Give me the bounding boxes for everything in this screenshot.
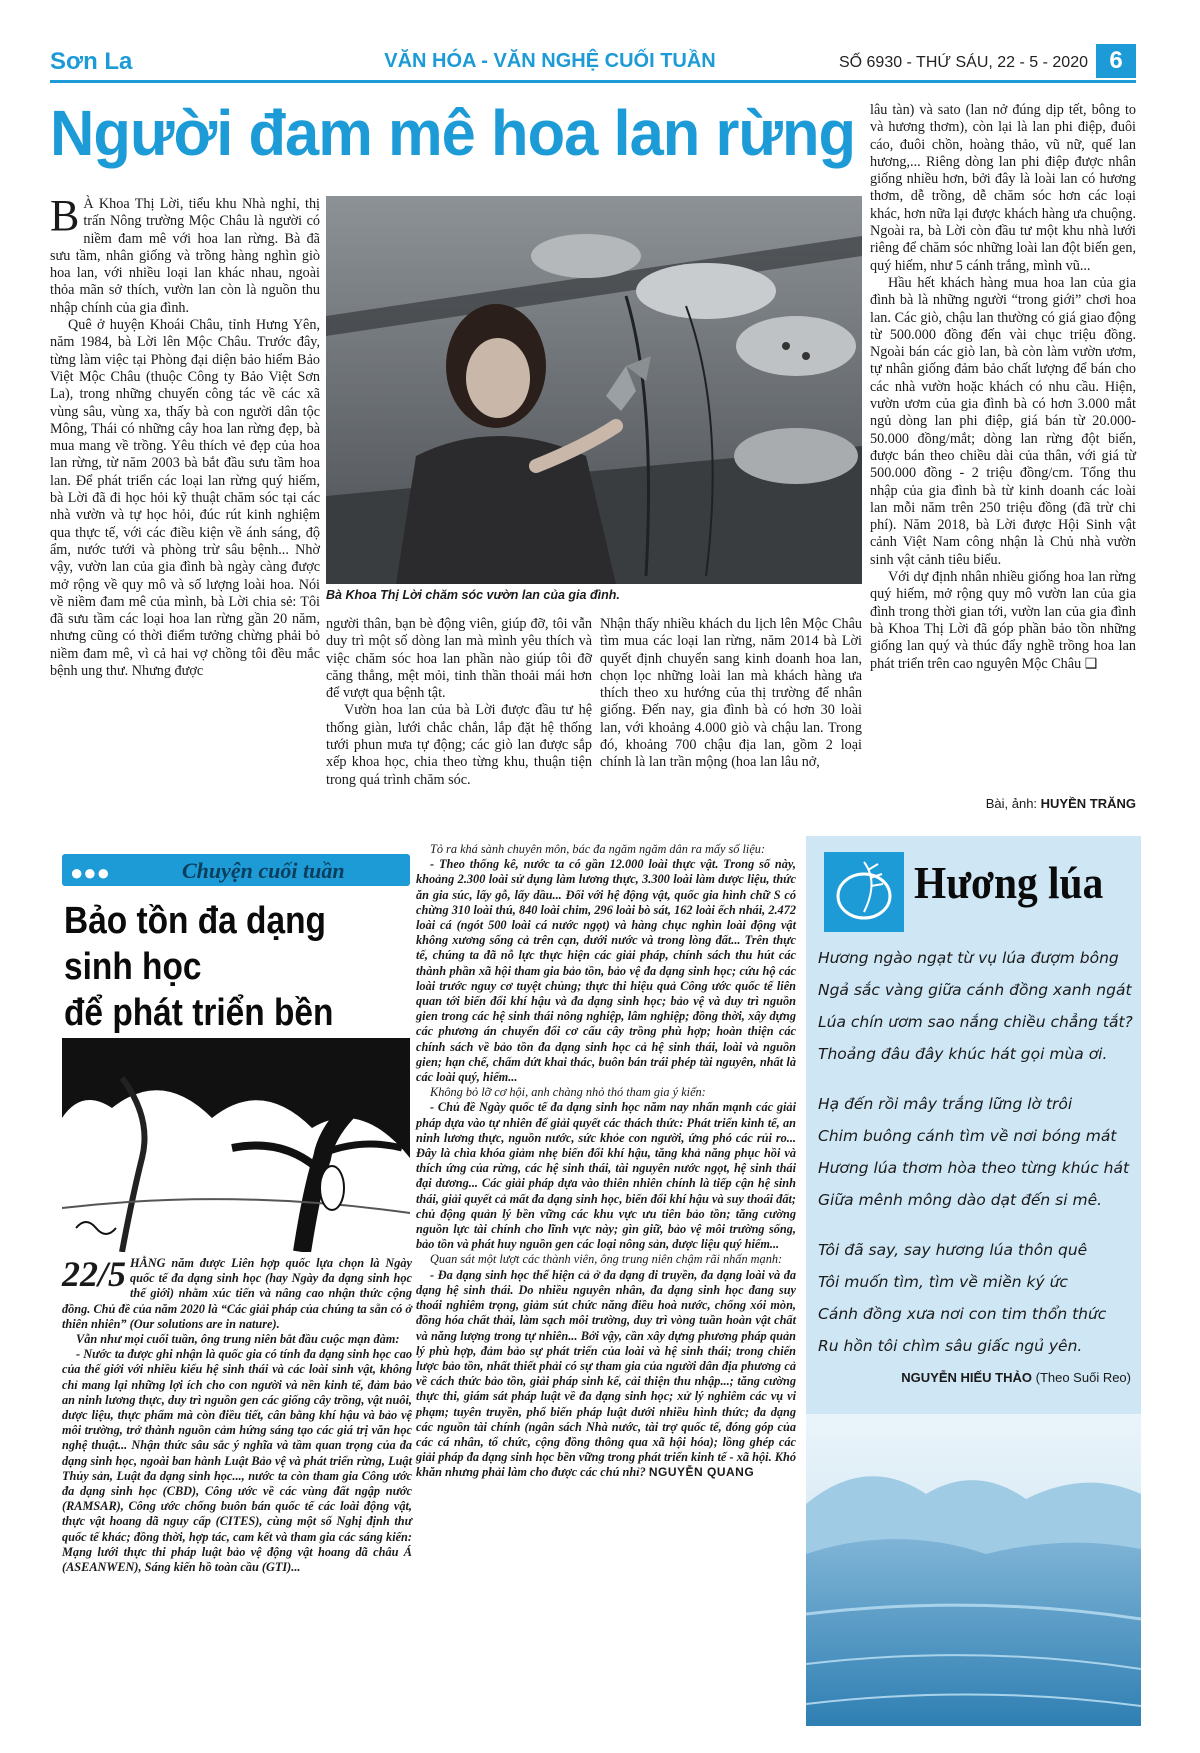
poem-title: Hương lúa <box>914 857 1104 908</box>
article-photo <box>326 196 862 584</box>
section-tag-label: Chuyện cuối tuần <box>182 858 345 883</box>
tree-illustration <box>62 1038 410 1252</box>
story-paragraph: Vẫn như mọi cuối tuần, ông trung niên bắt đầu cuộc mạn đàm: <box>76 1332 400 1347</box>
story-paragraph: Quan sát một lượt các thành viên, ông trung niên chậm rãi nhấn mạnh: <box>430 1252 783 1267</box>
story-paragraph: Không bỏ lỡ cơ hội, anh chàng nhỏ thó tham gia ý kiến: <box>430 1085 706 1100</box>
article-paragraph: Hầu hết khách hàng mua hoa lan của gia đình bà là những người “trong giới” chơi hoa lan. Các giò, chậu lan thường có giá giao động từ 500.000 đồng đến vài chục triệu đồng. Ngoài bán các giò lan, bà còn làm vườn ươm, tự nhân giống đảm bảo chất lượng để bán cho các nhà vườn hoặc khách có nhu cầu. Hiện, vườn ươm của gia đình bà có hơn 3.000 mắt ngủ dòng lan phi điệp, giá bán từ 20.000-50.000 đồng/mắt; dòng lan rừng đột biến, được bán theo chiều dài của thân, với giá từ 500.000 đồng - 2 triệu đồng/cm. Tổng thu nhập của gia đình bà từ kinh doanh các loài lan mỗi năm trên 250 triệu đồng (đã trừ chi phí). Năm 2018, bà Lời được Hội Sinh vật cảnh Việt Nam công nhận là Chủ nhà vườn sinh vật cảnh tiêu biểu. <box>870 274 1136 568</box>
poem-stanza: Hương ngào ngạt từ vụ lúa đượm bông Ngả sắc vàng giữa cánh đồng xanh ngát Lúa chín ươm sao nắng chiều chẳng tắt? Thoảng đâu đây khúc hát gọi mùa ơi. <box>818 949 1133 1063</box>
issue-info: SỐ 6930 - THỨ SÁU, 22 - 5 - 2020 <box>838 54 1088 71</box>
story-paragraph: - Chủ đề Ngày quốc tế đa dạng sinh học năm nay nhấn mạnh các giải pháp dựa vào tự nhiên để giải quyết các thách thức: Phát triển kinh tế, an ninh lương thực, nguồn nước, sức khỏe con người, ứng phó các rủi ro... Đây là chìa khóa giảm nhẹ biến đổi khí hậu, tăng khả năng phục hồi và thích ứng của rừng, các hệ sinh thái, tài nguyên nước ngọt, hệ sinh thái đại dương... Các giải pháp dựa vào thiên nhiên chính là tiếp cận hệ sinh thái, giải quyết cả mất đa dạng sinh học, biến đổi khí hậu và suy thoái đất; chủ động quản lý bền vững các khu vực ưu tiên bảo tồn; tăng cường nguồn lực tài chính cho lĩnh vực này; gìn giữ, bảo vệ môi trường sống, bảo tồn và phát huy nguồn gen các loại nông sản, dược liệu quý hiếm... <box>416 1100 796 1252</box>
story-date: 22/5 <box>62 1254 127 1294</box>
article-headline: Người đam mê hoa lan rừng <box>50 97 856 169</box>
story-title: Bảo tồn đa dạng sinh học để phát triển bền <box>64 900 334 1034</box>
story-paragraph: Tỏ ra khá sành chuyên môn, bác đa ngăm ngăm dân ra mấy số liệu: <box>430 842 766 856</box>
article-column-1 <box>50 191 320 680</box>
story-lead: 22/5 HẰNG năm được Liên hợp quốc lựa chọn là Ngày quốc tế đa dạng sinh học (hay Ngày đa dạng sinh học thế giới) nhằm xúc tiến và nâng cao nhận thức cộng đồng. Chủ đề của năm 2020 là “Các giải pháp của chúng ta sẵn có ở thiên nhiên” (Our solutions are in nature). <box>62 1254 412 1331</box>
poem-box <box>806 836 1141 1726</box>
article-paragraph: Với dự định nhân nhiều giống hoa lan rừng quý hiếm, mở rộng quy mô vườn lan của gia đình trong thời gian tới, vườn lan của gia đình bà Khoa Thị Lời đã góp phần bảo tồn những giống lan quý và thúc đẩy nghề trồng hoa lan phát triển trên cao nguyên Mộc Châu ❑ <box>870 569 1136 672</box>
article-column-4 <box>870 102 1136 673</box>
photo-caption: Bà Khoa Thị Lời chăm sóc vườn lan của gia đình. <box>326 588 620 602</box>
article-column-3 <box>600 616 862 772</box>
poem-author: NGUYỄN HIẾU THẢO (Theo Suối Reo) <box>901 1370 1131 1385</box>
page-number: 6 <box>1096 44 1136 78</box>
section-title: VĂN HÓA - VĂN NGHỆ CUỐI TUẦN <box>384 50 716 72</box>
people-icon: ●●● <box>70 860 110 885</box>
tree-drawing <box>62 1038 410 1252</box>
story-column-left <box>62 1256 412 1575</box>
poem-stanza: Hạ đến rồi mây trắng lững lờ trôi Chim buông cánh tìm về nơi bóng mát Hương lúa thơm hòa theo từng khúc hát Giữa mênh mông dào dạt đến si mê. <box>818 1095 1130 1209</box>
rice-field-photo <box>806 1414 1141 1726</box>
article-paragraph: người thân, bạn bè động viên, giúp đỡ, tôi vẫn duy trì một số dòng lan mà mình yêu thích và việc chăm sóc hoa lan phần nào giúp tôi đỡ căng thẳng, mệt mỏi, tinh thần thoải mái hơn để vượt qua bệnh tật. <box>326 616 592 702</box>
article-paragraph: Vườn hoa lan của bà Lời được đầu tư hệ thống giàn, lưới chắc chắn, lắp đặt hệ thống tưới phun mưa tự động; các giò lan được sắp xếp khoa học, chia theo từng khu, thuận tiện trong quá trình chăm sóc. <box>326 702 592 788</box>
article-paragraph: Quê ở huyện Khoái Châu, tỉnh Hưng Yên, năm 1984, bà Lời lên Mộc Châu. Trước đây, từng làm việc tại Phòng đại diện bảo hiểm Bảo Việt Mộc Châu (thuộc Công ty Bảo Việt Sơn La), trong những chuyến công tác về các xã vùng sâu, vùng xa, thấy bà con người dân tộc Mông, Thái có những cây hoa lan rừng đẹp, bà mua mang về trồng. Yêu thích vẻ đẹp của hoa lan rừng, từ năm 2003 bà bắt đầu sưu tầm hoa lan. Để phát triển các loại lan rừng quý hiếm, bà Lời đã đi học hỏi kỹ thuật chăm sóc tại các nhà vườn và tự học hỏi, đúc rút kinh nghiệm qua thực tế, với các điều kiện về ánh sáng, độ ẩm, nước tưới và phòng trừ sâu bệnh... Nhờ vậy, vườn lan của gia đình bà ngày càng được mở rộng về quy mô và số lượng loài hoa. Nói về niềm đam mê của mình, bà Lời chia sẻ: Tôi đã sưu tầm các loại hoa lan rừng gần 20 năm, nhưng cũng có thời điểm tưởng chừng phải bỏ niềm đam mê, vì cả hai vợ chồng tôi đều mắc bệnh ung thư. Nhưng được <box>50 317 320 680</box>
article-column-2 <box>326 616 592 789</box>
story-paragraph: - Nước ta được ghi nhận là quốc gia có tính đa dạng sinh học cao của thế giới với nhiều kiểu hệ sinh thái và các loài sinh vật, không chỉ mang lại những lợi ích cho con người và nền kinh tế, đảm bảo an ninh lương thực, duy trì nguồn gen các giống cây trồng, vật nuôi, dược liệu, thực phẩm mà còn điều tiết, cân bằng khí hậu và bảo vệ môi trường, trở thành nguồn cảm hứng sáng tạo các giá trị văn học nghệ thuật... Nhận thức sâu sắc ý nghĩa và tầm quan trọng của đa dạng sinh học, ngoài ban hành Luật Bảo vệ và phát triển rừng, Luật Thủy sản, Luật đa dạng sinh học..., nước ta còn tham gia Công ước đa dạng sinh học (CBD), Công ước về các vùng đất ngập nước (RAMSAR), Công ước chống buôn bán quốc tế các loài động vật, thực vật hoang dã nguy cấp (CITES), cùng một số Nghị định thư quốc tế khác; đồng thời, hợp tác, cam kết và tham gia các sáng kiến: Mạng lưới thực thi pháp luật bảo vệ động vật hoang dã châu Á (ASEANWEN), Sáng kiến hồ toàn cầu (GTI)... <box>62 1347 412 1575</box>
poem-logo-icon <box>824 852 904 932</box>
poem-body <box>818 942 1138 1380</box>
article-paragraph: Nhận thấy nhiều khách du lịch lên Mộc Châu tìm mua các loại lan rừng, năm 2014 bà Lời quyết định chuyển sang kinh doanh hoa lan, chọn lọc những loài lan mà khách hàng ưa thích theo xu hướng của thị trường để nhân giống. Đến nay, gia đình bà có hơn 30 loài lan, với khoảng 4.000 giò và chậu lan. Trong đó, khoảng 700 chậu địa lan, gồm 2 loại chính là lan trần mộng (hoa lan lâu nở, <box>600 616 862 771</box>
masthead <box>50 46 1136 83</box>
story-column-right <box>416 842 796 1481</box>
orchid-garden-photo <box>326 196 862 584</box>
poem-stanza: Tôi đã say, say hương lúa thôn quê Tôi muốn tìm, tìm về miền ký ức Cánh đồng xưa nơi con tim thổn thức Ru hồn tôi chìm sâu giấc ngủ yên. <box>818 1241 1107 1355</box>
story-author: NGUYỄN QUANG <box>648 1465 755 1480</box>
section-tag <box>62 854 410 886</box>
article-paragraph: B À Khoa Thị Lời, tiểu khu Nhà nghỉ, thị trấn Nông trường Mộc Châu là người có niềm đam mê với hoa lan rừng. Bà đã sưu tầm, nhân giống và trồng hàng nghìn giò hoa lan, với nhiều loại lan khác nhau, ngoài thỏa mãn sở thích, vườn lan còn là nguồn thu nhập chính của gia đình. <box>50 191 320 316</box>
story-paragraph: - Theo thống kê, nước ta có gần 12.000 loài thực vật. Trong số này, khoảng 2.300 loài sử dụng làm lương thực, 3.300 loài làm dược liệu, thức ăn gia súc, lấy gỗ, lấy dầu... Đối với hệ động vật, quốc gia hình chữ S có chừng 310 loài thú, 840 loài chim, 296 loài bò sát, 162 loài ếch nhái, 2.472 loài cá (ngót 500 loài cá nước ngọt) và hàng chục nghìn loài động vật không xương sống cả trên cạn, dưới nước và trong lòng đất... Trên thực tế, chúng ta đã nỗ lực thực hiện các giải pháp, chính sách thu hút các thành phần xã hội tham gia bảo tồn, bảo vệ đa dạng sinh học; cứu hộ các loài trước nguy cơ tuyệt chủng; thực thi hiệu quả Công ước quốc tế liên quan tới biến đổi khí hậu và đa dạng sinh học; bảo vệ và duy trì nguồn gien trong các hệ sinh thái nông nghiệp, lâm nghiệp; đồng thời, xây dựng các phương án chuyển đổi cơ cấu cây trồng phù hợp; hoàn thiện các chính sách về bảo tồn đa dạng sinh học cả hệ sinh thái, loài và nguồn gien; hạn chế, chấm dứt khai thác, buôn bán trái phép tài nguyên, nhất là các loài quý, hiếm... <box>416 857 796 1085</box>
article-byline: Bài, ảnh: HUYỀN TRĂNG <box>985 796 1136 811</box>
section-name: Sơn La <box>50 48 133 75</box>
article-paragraph: lâu tàn) và sato (lan nở đúng dịp tết, bông to và hương thơm), còn lại là lan phi điệp, đuôi cáo, đuôi chồn, hoàng thảo, vũ nữ, quế lan hương,... Riêng dòng lan phi điệp được nhân giống nhiều hơn, bởi đây là loài lan có hương thơm, dễ trồng, dễ chăm sóc hơn các loại khác, hơn nữa lại được khách hàng ưa chuộng. Ngoài ra, bà Lời còn đầu tư một khu nhà lưới riêng để chăm sóc những loài lan đột biến gen, quý hiếm, như 5 cánh trắng, mình vũ... <box>870 102 1136 274</box>
dropcap: B <box>50 191 80 240</box>
story-paragraph: - Đa dạng sinh học thể hiện cả ở đa dạng di truyền, đa dạng loài và đa dạng hệ sinh thái. Do nhiều nguyên nhân, đa dạng sinh học đang suy thoái nghiêm trọng, giảm sút chức năng điều hoà nước, chống xói mòn, đồng hóa chất thải, làm sạch môi trường, duy trì vòng tuần hoàn vật chất và năng lượng trong tự nhiên... Bởi vậy, cần xây dựng phương pháp quản lý phù hợp, đảm bảo sự phát triển của loài và hệ sinh thái; trong chiến lược bảo tồn, nhất thiết phải có sự tham gia của người dân địa phương cả về cách thức bảo tồn, giải pháp sinh kế, cải thiện thu nhập...; tăng cường thực thi, giám sát pháp luật về đa dạng sinh học; xử lý nghiêm các vụ vi phạm; tuyên truyền, phổ biến pháp luật dưới nhiều hình thức; đa dạng các nguồn tài chính (ngân sách Nhà nước, tài trợ quốc tế, đóng góp của các cá nhân, tổ chức, cộng đồng thông qua xã hội hóa); lồng ghép các giải pháp đa dạng sinh học bền vững trong phát triển kinh tế - xã hội. Khó khăn nhưng phải làm cho được các chú nhỉ? NGUYỄN QUANG <box>416 1267 796 1480</box>
